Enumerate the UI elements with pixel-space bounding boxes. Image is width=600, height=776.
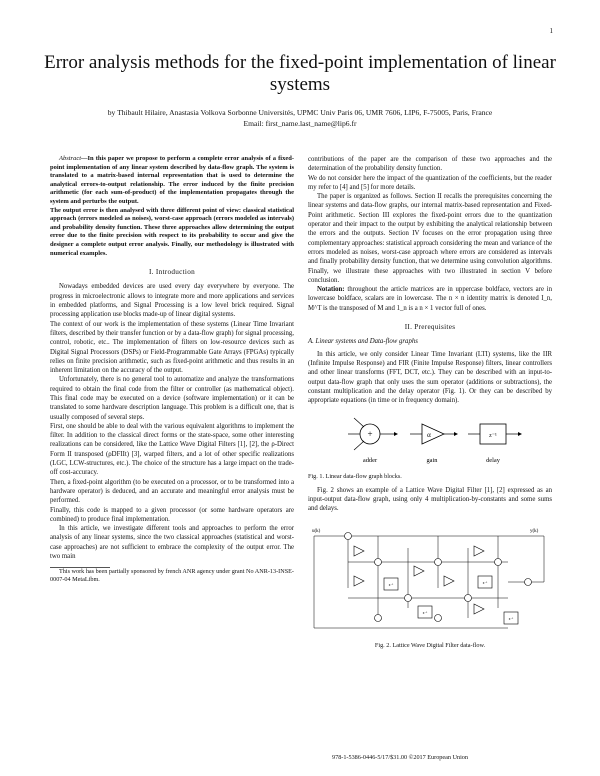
copyright-line: 978-1-5386-0446-5/17/$31.00 ©2017 European Union xyxy=(332,754,468,761)
figure-2 xyxy=(308,518,552,638)
figure-2-caption: Fig. 2. Lattice Wave Digital Filter data-flow. xyxy=(374,641,486,649)
fig2-delay-symbol-3: z⁻¹ xyxy=(482,580,488,585)
right-column xyxy=(308,155,552,650)
fig1-label-adder: adder xyxy=(362,457,378,465)
intro-paragraph-3: Unfortunately, there is no general tool to automatize and analyze the transformations required to obtain the final code from the filter or controller (as mathematical object). This final code may be executed on a device (software implementation) or it can be translated to some hardware description language. This problem is a difficult one, that is usually composed of several steps. xyxy=(50,376,294,421)
intro-paragraph-4: First, one should be able to deal with the various equivalent algorithms to implement the filter. In addition to the classical direct forms or the state-space, some other interesting realizations can be considered, like the Lattice Wave Digital Filters [1], [2], the ρ-Direct Form II transposed (ρDFIIt) [3], warped filters, and a lot of other specific realizations (LGC, LCW-structures, etc.). The choice of the structure has a large impact on the trade-off cost-accuracy. xyxy=(50,422,294,477)
intro-paragraph-1: Nowadays embedded devices are used every day everywhere by everyone. The progress in microelectronic allows to integrate more and more applications and services in embedded platforms, and Signal Processing is a low level brick required. Signal processing application use blocks made-up of linear digital systems. xyxy=(50,283,294,319)
intro-paragraph-5: Then, a fixed-point algorithm (to be executed on a processor, or to be transformed into a hardware operator) is deduced, and an accurate and meaningful error analysis must be performed. xyxy=(50,478,294,505)
fig2-delay-symbol-2: z⁻¹ xyxy=(422,610,428,615)
subsection-a-heading: A. Linear systems and Data-flow graphs xyxy=(308,338,418,346)
section-2-heading: II. Prerequisites xyxy=(404,323,456,332)
abstract-body-2: The output error is then analysed with three different point of view: classical statistical approach (errors modeled as noises), worst-case approach (errors modeled as intervals) and probability density function. These three approaches allow determining the output error due to the finite precision with respect to its probability to occur and give the designer a complete output error analysis. Finally, our methodology is illustrated with numerical examples. xyxy=(50,206,294,257)
right-paragraph-3: The paper is organized as follows. Section II recalls the prerequisites concerning the linear systems and data-flow graphs, our internal matrix-based representation and Fixed-Point arithmetic. Section III explores the fixed-point errors due to the quantization operator and their impact to the output by exhibiting the analytical relationship between the errors and the outputs. Section IV focuses on the error propagation using three complementary approaches: statistical approach considering the mean and variance of the errors modeled as noises, worst-case approach where errors are considered as intervals and finally probability density function, that we determine using convolution algorithms. Finally, we illustrate these approaches with two illustrated in section V before conclusion. xyxy=(308,193,552,284)
authors-affiliation: by Thibault Hilaire, Anastasia Volkova Sorbonne Universités, UPMC Univ Paris 06, UMR 7606, LIP6, F-75005, Paris, France xyxy=(107,108,493,117)
author-email: Email: first_name.last_name@lip6.fr xyxy=(243,118,357,128)
intro-paragraph-2: The context of our work is the implementation of these systems (Linear Time Invariant filters, described by their transfer function or by a data-flow graph) for signal processing, control, robotic, etc.. The implementation of filters on low-resource devices such as Digital Signal Processors (DSPs) or Field-Programmable Gate Arrays (FPGAs) typically relies on finite precision arithmetic, such as fixed-point arithmetic and thus results in an inherent limitation on the accuracy of the output. xyxy=(50,320,294,375)
fig2-input-label: u(k) xyxy=(312,528,321,534)
gain-block xyxy=(410,424,458,464)
abstract xyxy=(50,155,294,207)
abstract-lead: Abstract xyxy=(59,155,82,162)
notation-lead: Notation: xyxy=(317,286,345,294)
fig2-delay-symbol-1: z⁻¹ xyxy=(388,582,394,587)
notation-body: throughout the article matrices are in uppercase boldface, vectors are in lowercase boldface, scalars are in lowercase. The n × n identity matrix is denoted I_n, M^T is the transposed of M and 1_n is a n × 1 vector full of ones. xyxy=(308,286,552,312)
right-paragraph-1: contributions of the paper are the comparison of these two approaches and the determination of the probability density function. xyxy=(308,156,552,173)
delay-block xyxy=(468,424,522,464)
fig1-label-gain: gain xyxy=(426,457,438,465)
section-1-heading: I. Introduction xyxy=(148,268,196,277)
author-block xyxy=(40,108,560,129)
intro-paragraph-6: Finally, this code is mapped to a given processor (or some hardware operators are combined) to produce final implementation. xyxy=(50,506,294,523)
svg-text:+: + xyxy=(367,429,373,440)
fig2-output-label: y(k) xyxy=(530,528,539,534)
page-number: 1 xyxy=(549,27,553,35)
right-paragraph-2: We do not consider here the impact of the quantization of the coefficients, but the reader my refer to [4] and [5] for more details. xyxy=(308,174,552,191)
fig1-label-delay: delay xyxy=(486,457,500,465)
figure-1 xyxy=(308,410,552,470)
abstract-body: —In this paper we propose to perform a complete error analysis of a fixed-point implementation of any linear system described by data-flow graph. The system is translated to a matrix-based internal representation that is used to determine the analytical errors-to-output relationship. The error induced by the finite precision arithmetic (for each sum-of-product) of the implementation propagates through the system and perturbs the output. xyxy=(50,155,294,205)
fig2-delay-symbol-4: z⁻¹ xyxy=(508,616,514,621)
intro-paragraph-7: In this article, we investigate different tools and approaches to perform the error analysis of any linear systems, since the two classical approaches (statistical and worst-case approaches) are not sufficient to embrace the complexity of the output error. The two main xyxy=(50,525,294,561)
paper-title: Error analysis methods for the fixed-point implementation of linear systems xyxy=(44,52,556,95)
footnote: This work has been partially sponsored by french ANR agency under grant No ANR-13-INSE-0007-04 MetaLibm. xyxy=(50,568,294,584)
fig1-gain-symbol: α xyxy=(427,431,431,440)
notation-paragraph xyxy=(308,285,552,313)
prereq-paragraph-2: Fig. 2 shows an example of a Lattice Wave Digital Filter [1], [2] expressed as an input-output data-flow graph, using only 4 multiplication-by-constants and some sums and delays. xyxy=(308,486,552,513)
fig1-delay-symbol: z⁻¹ xyxy=(489,433,497,440)
figure-1-caption: Fig. 1. Linear data-flow graph blocks. xyxy=(308,473,402,481)
adder-block xyxy=(348,418,398,464)
left-column xyxy=(50,155,294,584)
prereq-paragraph-1: In this article, we only consider Linear Time Invariant (LTI) systems, like the IIR (Infinite Impulse Response) and FIR (Finite Impulse Response) filters, linear controllers and other linear transforms (FFT, DCT, etc.). They can be described with an input-to-output data-flow graph that only uses the sum operator (additions or subtractions), the constant multiplication and the delay operator (Fig. 1). Or they can be described by appropriate equations (in time or in frequency domain). xyxy=(308,350,552,405)
